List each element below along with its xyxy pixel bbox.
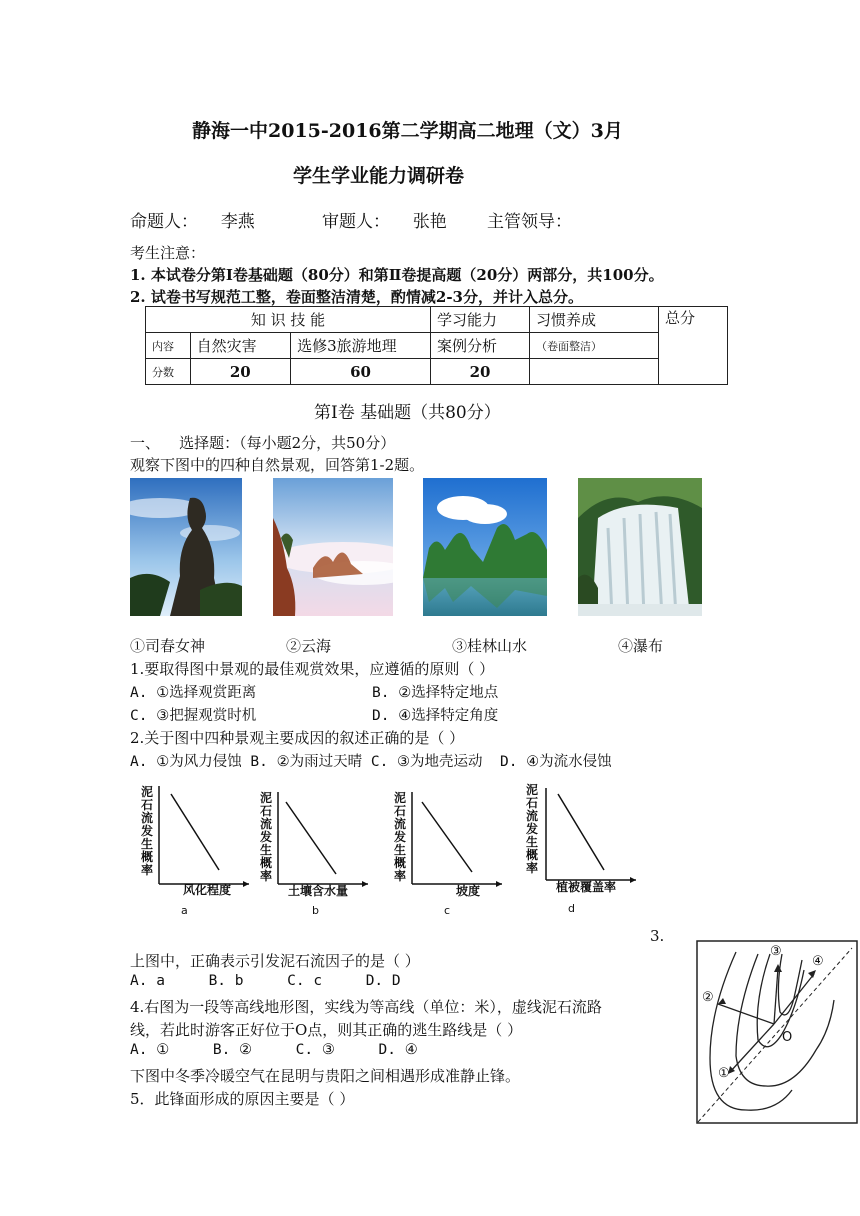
q1-option-a: A. ①选择观赏距离 xyxy=(130,685,257,701)
contour-map xyxy=(696,940,858,1124)
table-row-label-content: 内容 xyxy=(146,333,191,359)
graph-c-xlabel: 坡度 xyxy=(456,884,481,898)
graph-a xyxy=(137,782,257,920)
table-header-ability: 学习能力 xyxy=(431,307,530,333)
section-title: 第Ⅰ卷 基础题（共80分） xyxy=(314,403,501,423)
q5-stem: 5．此锋面形成的原因主要是（ ） xyxy=(130,1090,355,1108)
photo-caption-2: ②云海 xyxy=(286,637,332,655)
route-3-label: ③ xyxy=(770,944,782,959)
graph-c-ylabel: 泥石流发生概率 xyxy=(394,791,407,883)
photo-waterfall xyxy=(578,478,702,616)
table-header-habit: 习惯养成 xyxy=(530,307,659,333)
graph-c-tag: c xyxy=(444,904,451,917)
graph-b-xlabel: 土壤含水量 xyxy=(288,884,349,898)
reviewer-line xyxy=(322,207,447,232)
q1-option-b: B. ②选择特定地点 xyxy=(372,685,499,701)
notice-heading: 考生注意： xyxy=(130,244,206,262)
photo-caption-1: ①司春女神 xyxy=(130,637,206,655)
graph-d-ylabel: 泥石流发生概率 xyxy=(526,783,539,875)
notice-item-2: 2. 试卷书写规范工整，卷面整洁清楚，酌情减2-3分，并计入总分。 xyxy=(130,288,583,306)
table-cell-score-3: 20 xyxy=(431,359,530,385)
table-cell-content-3: 案例分析 xyxy=(431,333,530,359)
q3-number: 3. xyxy=(650,927,665,945)
page-subtitle: 学生学业能力调研卷 xyxy=(293,165,465,187)
q4-options: A. ① B. ② C. ③ D. ④ xyxy=(130,1042,418,1058)
graph-a-tag: a xyxy=(181,904,188,917)
page-title: 静海一中2015-2016第二学期高二地理（文）3月 xyxy=(192,120,623,142)
q4-stem-line-1: 4.右图为一段等高线地形图，实线为等高线（单位：米），虚线泥石流路 xyxy=(130,998,602,1016)
graph-a-xlabel: 风化程度 xyxy=(183,883,232,897)
q3-stem: 上图中，正确表示引发泥石流因子的是（ ） xyxy=(130,952,420,970)
author-line xyxy=(130,207,255,232)
graph-d-tag: d xyxy=(568,902,575,915)
q4-stem-line-2: 线，若此时游客正好位于O点，则其正确的逃生路线是（ ） xyxy=(130,1021,523,1039)
graph-b-tag: b xyxy=(312,904,319,917)
route-1-label: ① xyxy=(718,1066,730,1081)
graph-b xyxy=(256,782,376,920)
photo-sea-of-clouds xyxy=(273,478,393,616)
score-table xyxy=(145,306,728,385)
graph-a-ylabel: 泥石流发生概率 xyxy=(141,785,154,877)
q3-options: A. a B. b C. c D. D xyxy=(130,973,401,989)
table-header-knowledge: 知 识 技 能 xyxy=(146,307,431,333)
reviewer-label: 审题人： xyxy=(322,212,390,232)
photo-caption-4: ④瀑布 xyxy=(618,637,664,655)
photo-caption-3: ③桂林山水 xyxy=(452,637,528,655)
table-header-total: 总分 xyxy=(659,307,728,385)
graph-d-xlabel: 植被覆盖率 xyxy=(556,880,617,894)
author-label: 命题人： xyxy=(130,212,198,232)
author-name: 李燕 xyxy=(220,212,255,232)
table-row-label-score: 分数 xyxy=(146,359,191,385)
section-part-heading: 一、 选择题：（每小题2分，共50分） xyxy=(130,434,396,452)
graph-c xyxy=(390,782,510,920)
table-cell-score-2: 60 xyxy=(291,359,431,385)
table-cell-content-1: 自然灾害 xyxy=(190,333,291,359)
photo-guilin xyxy=(423,478,547,616)
contour-point-o: O xyxy=(782,1030,793,1045)
route-2-label: ② xyxy=(702,990,714,1005)
section-intro: 观察下图中的四种自然景观，回答第1-2题。 xyxy=(130,456,425,474)
graph-b-ylabel: 泥石流发生概率 xyxy=(260,791,273,883)
table-cell-score-4 xyxy=(530,359,659,385)
photo-goddess xyxy=(130,478,242,616)
front-intro: 下图中冬季冷暖空气在昆明与贵阳之间相遇形成准静止锋。 xyxy=(130,1067,521,1085)
supervisor-label: 主管领导： xyxy=(487,212,572,232)
graph-d xyxy=(524,782,644,920)
table-cell-score-1: 20 xyxy=(190,359,291,385)
notice-item-1: 1. 本试卷分第Ⅰ卷基础题（80分）和第Ⅱ卷提高题（20分）两部分，共100分。 xyxy=(130,266,664,284)
table-cell-content-4: （卷面整洁） xyxy=(530,333,659,359)
q1-stem: 1.要取得图中景观的最佳观赏效果，应遵循的原则（ ） xyxy=(130,660,495,678)
q2-options: A. ①为风力侵蚀 B. ②为雨过天晴 C. ③为地壳运动 D. ④为流水侵蚀 xyxy=(130,754,612,770)
q2-stem: 2.关于图中四种景观主要成因的叙述正确的是（ ） xyxy=(130,729,465,747)
q1-option-c: C. ③把握观赏时机 xyxy=(130,708,257,724)
q1-option-d: D. ④选择特定角度 xyxy=(372,708,499,724)
route-4-label: ④ xyxy=(812,954,824,969)
reviewer-name: 张艳 xyxy=(412,212,447,232)
table-cell-content-2: 选修3旅游地理 xyxy=(291,333,431,359)
